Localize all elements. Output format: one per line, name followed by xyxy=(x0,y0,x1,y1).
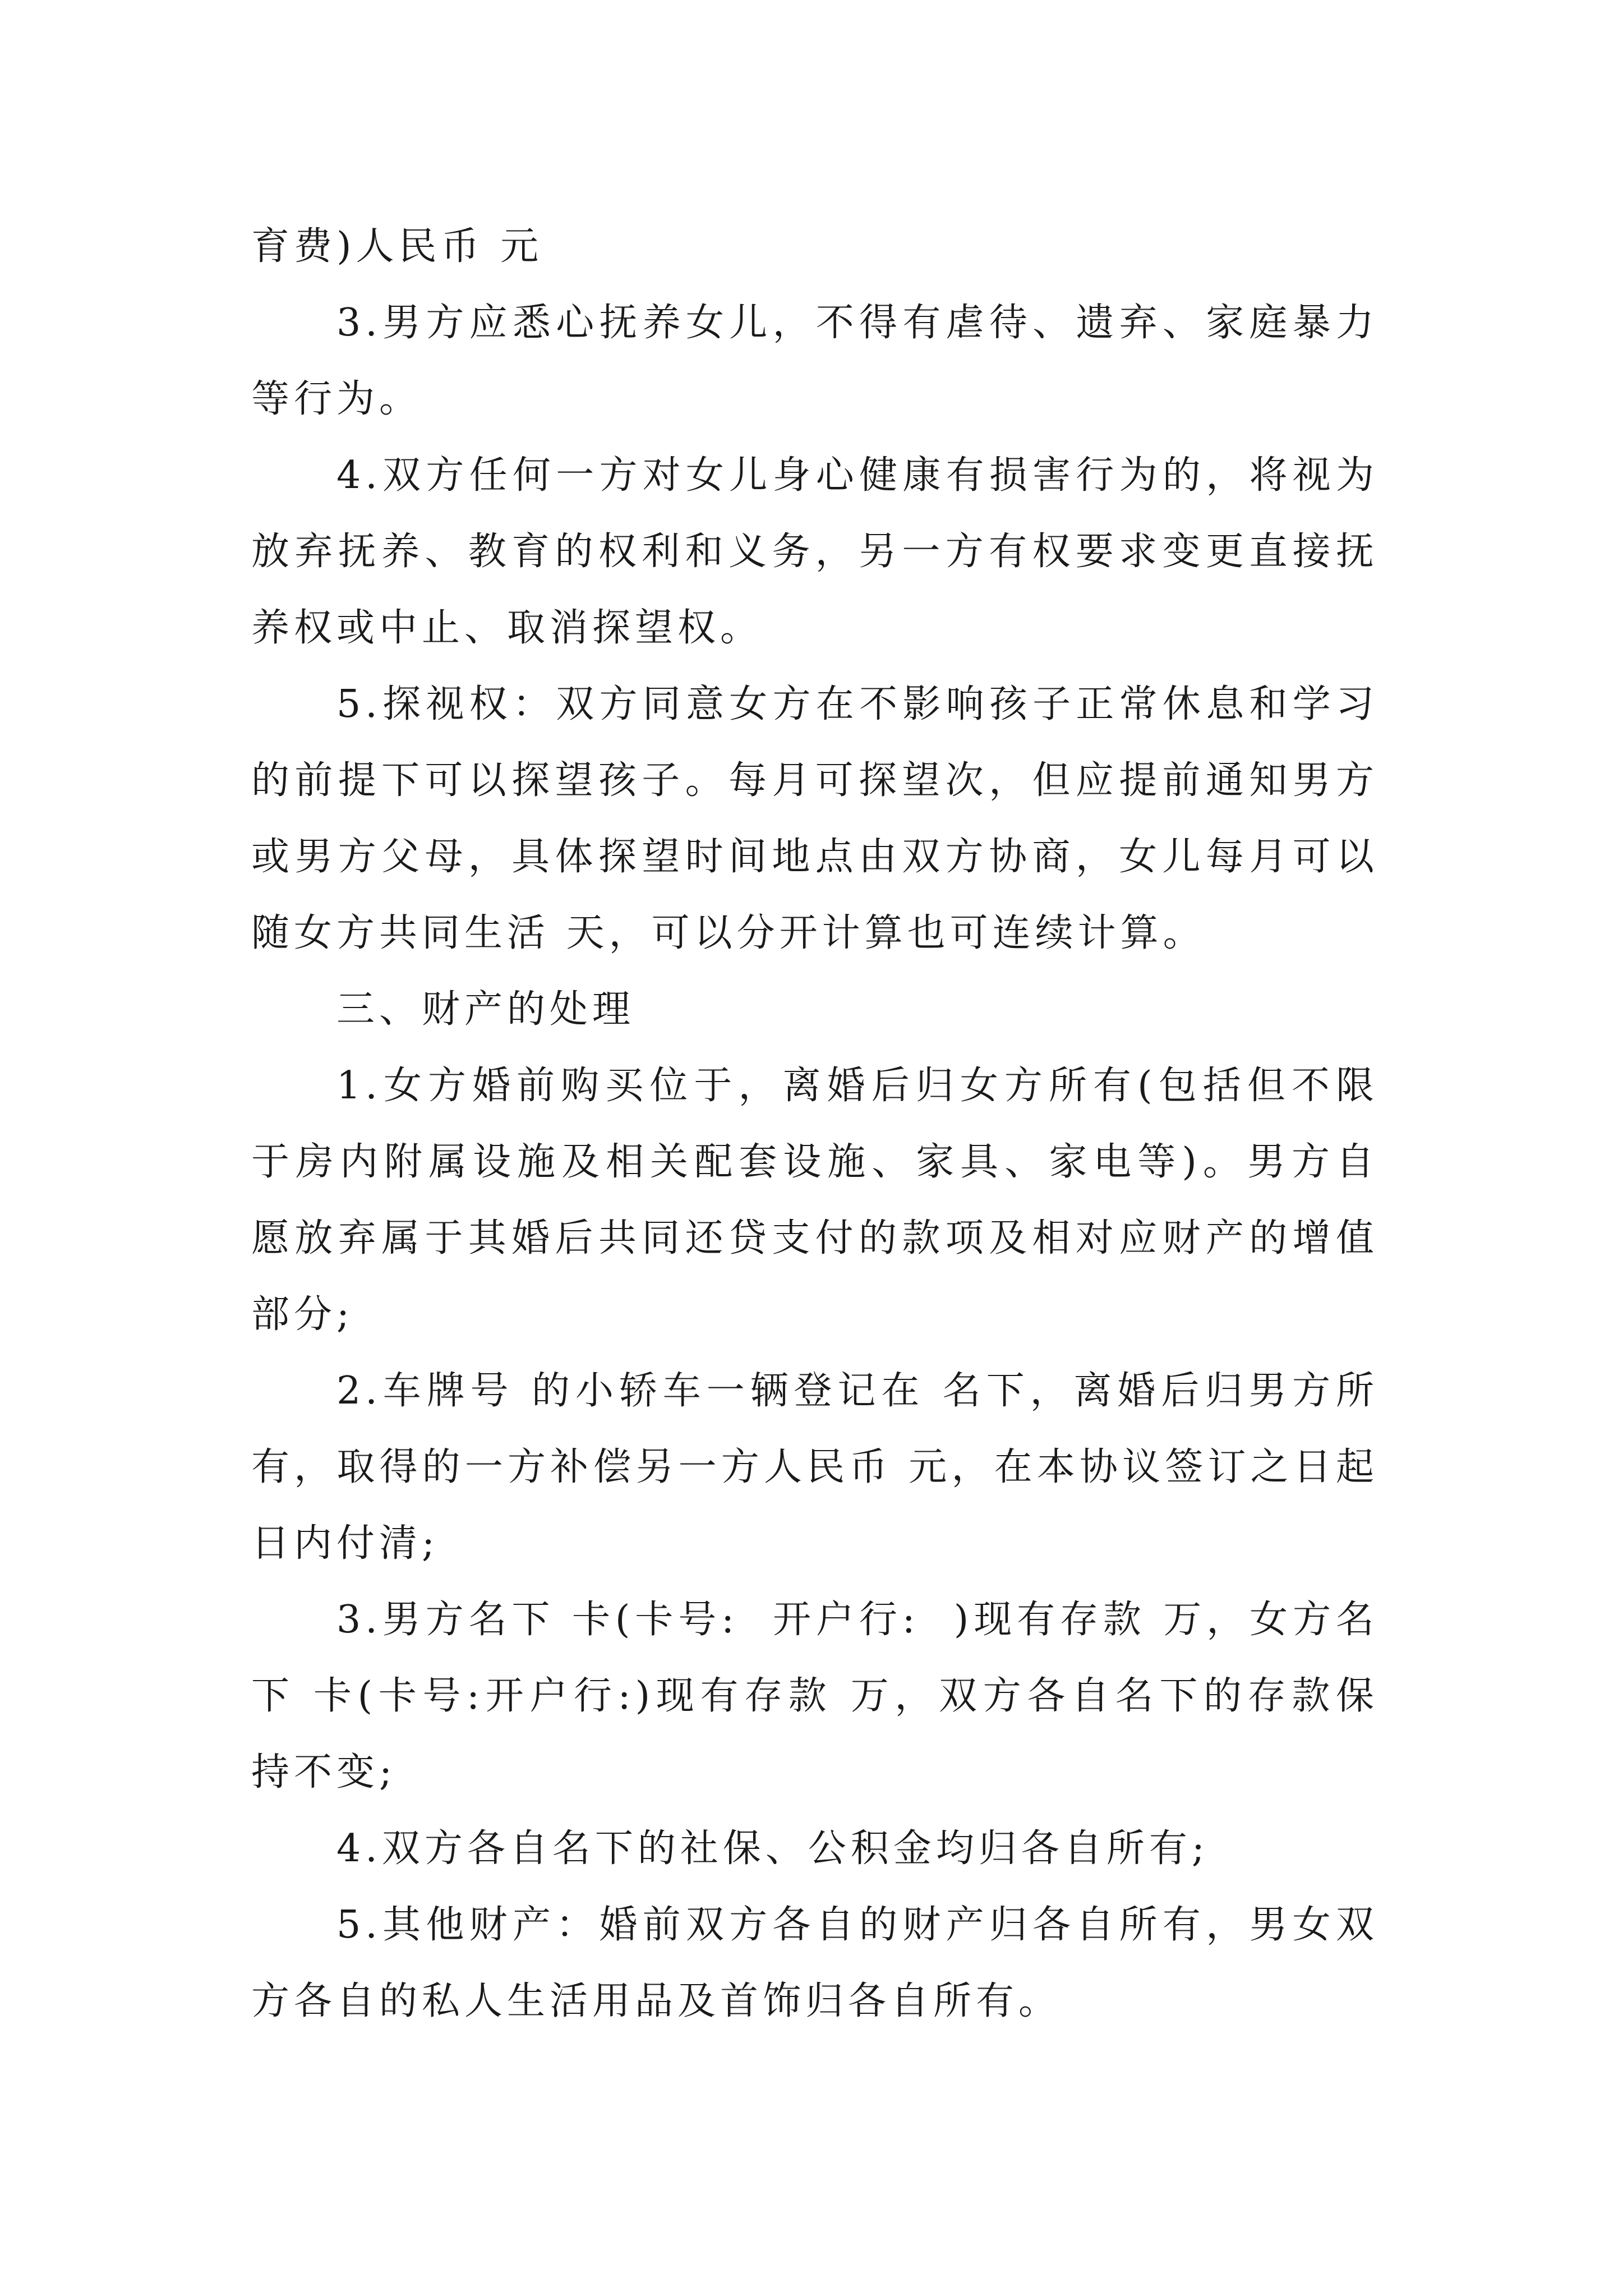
paragraph-property-deposits: 3.男方名下 卡(卡号: 开户行: )现有存款 万，女方名下 卡(卡号:开户行:)现有存款 万，双方各自名下的存款保持不变; xyxy=(251,1598,1378,1795)
paragraph-harm-clause: 4.双方任何一方对女儿身心健康有损害行为的，将视为放弃抚养、教育的权利和义务，另一方有权要求变更直接抚养权或中止、取消探望权。 xyxy=(251,453,1378,650)
section-heading-property: 三、财产的处理 xyxy=(336,987,635,1032)
paragraph-visitation-rights: 5.探视权：双方同意女方在不影响孩子正常休息和学习的前提下可以探望孩子。每月可探望次，但应提前通知男方或男方父母，具体探望时间地点由双方协商，女儿每月可以随女方共同生活 天，可以分开计算也可连续计算。 xyxy=(251,682,1378,955)
paragraph-property-house: 1.女方婚前购买位于，离婚后归女方所有(包括但不限于房内附属设施及相关配套设施、家具、家电等)。男方自愿放弃属于其婚后共同还贷支付的款项及相对应财产的增值部分; xyxy=(251,1064,1378,1337)
paragraph-child-care-duty: 3.男方应悉心抚养女儿，不得有虐待、遗弃、家庭暴力等行为。 xyxy=(251,301,1378,421)
paragraph-property-social-security: 4.双方各自名下的社保、公积金均归各自所有; xyxy=(336,1826,1209,1871)
paragraph-child-support-continued: 育费)人民币 元 xyxy=(251,224,543,269)
document-body xyxy=(251,209,1395,2040)
paragraph-property-car: 2.车牌号 的小轿车一辆登记在 名下，离婚后归男方所有，取得的一方补偿另一方人民币 元，在本协议签订之日起 日内付清; xyxy=(251,1369,1395,1566)
paragraph-property-other: 5.其他财产：婚前双方各自的财产归各自所有，男女双方各自的私人生活用品及首饰归各自所有。 xyxy=(251,1903,1378,2023)
